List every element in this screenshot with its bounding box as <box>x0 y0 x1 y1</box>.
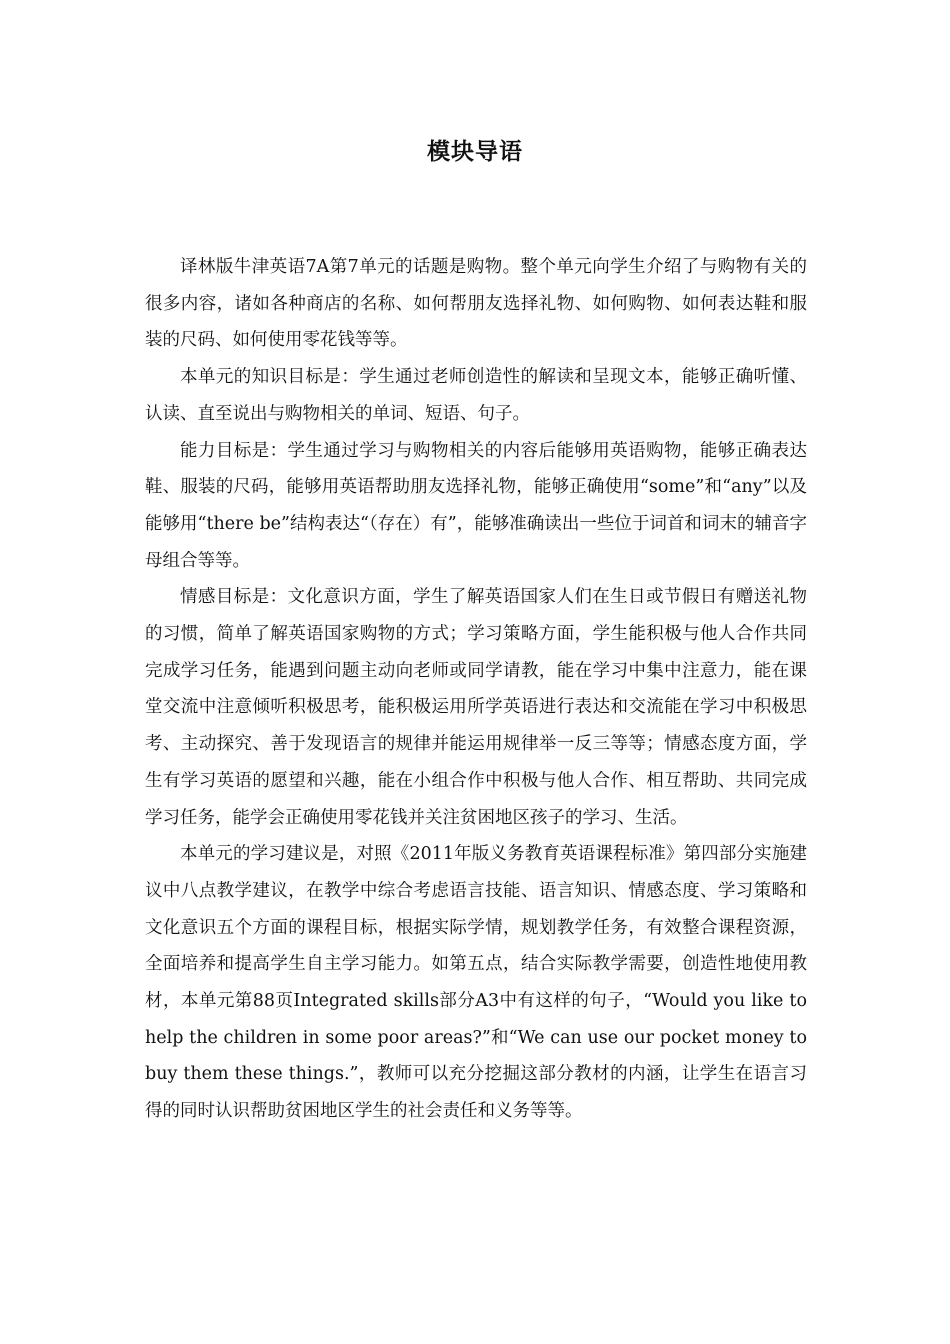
paragraph-knowledge-goals: 本单元的知识目标是：学生通过老师创造性的解读和呈现文本，能够正确听懂、认读、直至说出与购物相关的单词、短语、句子。 <box>145 367 807 424</box>
paragraph-ability-goals: 能力目标是：学生通过学习与购物相关的内容后能够用英语购物，能够正确表达鞋、服装的尺码，能够用英语帮助朋友选择礼物，能够正确使用“some”和“any”以及能够用“there be”结构表达“（存在）有”，能够准确读出一些位于词首和词末的辅音字母组合等等。 <box>145 440 807 571</box>
document-body <box>145 249 807 1130</box>
paragraph-study-suggestions: 本单元的学习建议是，对照《2011年版义务教育英语课程标准》第四部分实施建议中八点教学建议，在教学中综合考虑语言技能、语言知识、情感态度、学习策略和文化意识五个方面的课程目标，根据实际学情，规划教学任务，有效整合课程资源，全面培养和提高学生自主学习能力。如第五点，结合实际教学需要，创造性地使用教材，本单元第88页Integrated skills部分A3中有这样的句子，“Would you like to help the children in some poor areas?”和“We can use our pocket money to buy them these things.”，教师可以充分挖掘这部分教材的内涵，让学生在语言习得的同时认识帮助贫困地区学生的社会责任和义务等等。 <box>145 844 807 1122</box>
paragraph-topic-intro: 译林版牛津英语7A第7单元的话题是购物。整个单元向学生介绍了与购物有关的很多内容，诸如各种商店的名称、如何帮朋友选择礼物、如何购物、如何表达鞋和服装的尺码、如何使用零花钱等等。 <box>145 257 807 351</box>
paragraph-emotional-goals: 情感目标是：文化意识方面，学生了解英语国家人们在生日或节假日有赠送礼物的习惯，简单了解英语国家购物的方式；学习策略方面，学生能积极与他人合作共同完成学习任务，能遇到问题主动向老师或同学请教，能在学习中集中注意力，能在课堂交流中注意倾听积极思考，能积极运用所学英语进行表达和交流能在学习中积极思考、主动探究、善于发现语言的规律并能运用规律举一反三等等；情感态度方面，学生有学习英语的愿望和兴趣，能在小组合作中积极与他人合作、相互帮助、共同完成学习任务，能学会正确使用零花钱并关注贫困地区孩子的学习、生活。 <box>145 587 807 828</box>
document-title: 模块导语 <box>427 139 523 165</box>
